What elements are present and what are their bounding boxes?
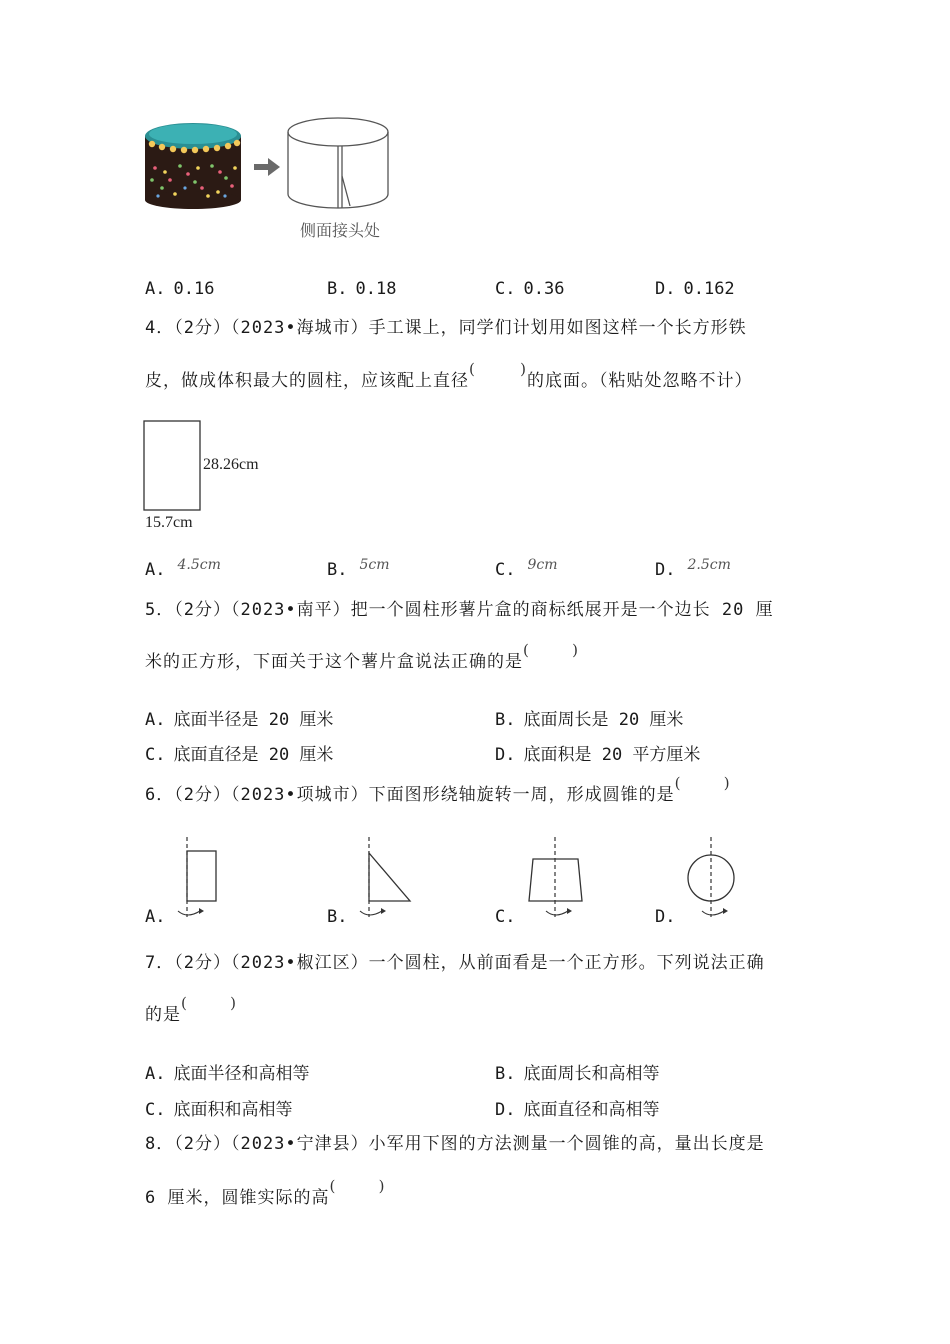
triangle-rotation-figure bbox=[352, 835, 422, 921]
height-label: 28.26cm bbox=[203, 456, 259, 473]
option-letter: D. bbox=[495, 745, 516, 765]
q8-stem-line2 bbox=[145, 1177, 386, 1208]
q7-option-c[interactable] bbox=[145, 1095, 292, 1120]
q7-option-a[interactable] bbox=[145, 1059, 309, 1084]
q3-option-d[interactable] bbox=[655, 279, 735, 299]
rectangle-rotation-figure bbox=[170, 835, 230, 921]
arrow-icon bbox=[254, 158, 280, 176]
option-text: 9cm bbox=[527, 557, 558, 573]
option-text: 0.36 bbox=[523, 279, 565, 299]
option-text: 底面积是 20 平方厘米 bbox=[523, 745, 701, 765]
q7-stem-text: 的是 bbox=[145, 1005, 181, 1025]
option-letter: B. bbox=[495, 710, 516, 730]
q5-option-d[interactable] bbox=[495, 740, 700, 765]
q6-stem-line1 bbox=[145, 774, 731, 805]
option-letter: D. bbox=[655, 560, 676, 580]
q4-option-c[interactable] bbox=[495, 557, 558, 580]
q3-option-b[interactable] bbox=[327, 279, 396, 299]
q5-option-a[interactable] bbox=[145, 705, 333, 730]
q5-option-c[interactable] bbox=[145, 740, 333, 765]
q8-stem-line1: 8．（2分）（2023•宁津县）小军用下图的方法测量一个圆锥的高，量出长度是 bbox=[145, 1134, 765, 1154]
q6-option-b[interactable]: B. bbox=[327, 907, 348, 927]
q4-stem-line1: 4．（2分）（2023•海城市）手工课上，同学们计划用如图这样一个长方形铁 bbox=[145, 318, 747, 338]
q6-stem-text: 6．（2分）（2023•项城市）下面图形绕轴旋转一周，形成圆锥的是 bbox=[145, 785, 675, 805]
seam-caption: 侧面接头处 bbox=[300, 221, 381, 240]
cylinder-shape bbox=[288, 118, 388, 208]
answer-blank[interactable]: ( ) bbox=[523, 641, 579, 659]
option-letter: B. bbox=[327, 560, 348, 580]
option-text: 0.162 bbox=[683, 279, 735, 299]
option-text: 0.16 bbox=[173, 279, 215, 299]
option-letter: B. bbox=[495, 1064, 516, 1084]
q3-option-c[interactable] bbox=[495, 279, 564, 299]
option-letter: B. bbox=[327, 279, 348, 299]
option-letter: D. bbox=[495, 1100, 516, 1120]
option-letter: D. bbox=[655, 279, 676, 299]
option-letter: C. bbox=[145, 1100, 166, 1120]
cake-image bbox=[145, 123, 241, 209]
option-letter: C. bbox=[495, 279, 516, 299]
q4-option-d[interactable] bbox=[655, 557, 731, 580]
q7-stem-line1: 7．（2分）（2023•椒江区）一个圆柱，从前面看是一个正方形。下列说法正确 bbox=[145, 953, 765, 973]
q6-option-a[interactable]: A. bbox=[145, 907, 166, 927]
answer-blank[interactable]: ( ) bbox=[181, 994, 237, 1012]
option-text: 底面积和高相等 bbox=[173, 1100, 293, 1120]
q4-stem-text: 皮，做成体积最大的圆柱，应该配上直径 bbox=[145, 371, 469, 391]
option-text: 底面周长是 20 厘米 bbox=[523, 710, 684, 730]
answer-blank[interactable]: ( ) bbox=[674, 774, 731, 792]
option-letter: A. bbox=[145, 1064, 166, 1084]
rectangle-sheet-figure bbox=[142, 420, 202, 512]
option-text: 0.18 bbox=[355, 279, 397, 299]
option-text: 底面半径和高相等 bbox=[173, 1064, 310, 1084]
option-text: 2.5cm bbox=[687, 557, 731, 573]
option-letter: A. bbox=[145, 560, 166, 580]
q4-option-a[interactable] bbox=[145, 557, 221, 580]
option-text: 底面直径和高相等 bbox=[523, 1100, 660, 1120]
answer-blank[interactable]: ( ) bbox=[329, 1177, 386, 1195]
q8-stem-text: 6 厘米，圆锥实际的高 bbox=[145, 1188, 330, 1208]
q5-stem-text: 米的正方形，下面关于这个薯片盒说法正确的是 bbox=[145, 652, 523, 672]
answer-blank[interactable]: ( ) bbox=[469, 360, 527, 378]
q7-stem-line2 bbox=[145, 994, 237, 1025]
option-letter: C. bbox=[145, 745, 166, 765]
q6-option-c[interactable]: C. bbox=[495, 907, 516, 927]
width-label: 15.7cm bbox=[145, 514, 193, 531]
option-letter: A. bbox=[145, 279, 166, 299]
option-text: 4.5cm bbox=[177, 557, 221, 573]
q7-option-d[interactable] bbox=[495, 1095, 659, 1120]
q4-option-b[interactable] bbox=[327, 557, 390, 580]
q5-stem-line1: 5．（2分）（2023•南平）把一个圆柱形薯片盒的商标纸展开是一个边长 20 厘 bbox=[145, 600, 774, 620]
q4-stem-line2 bbox=[145, 360, 753, 391]
trapezoid-rotation-figure bbox=[520, 835, 590, 921]
option-text: 5cm bbox=[359, 557, 390, 573]
circle-rotation-figure bbox=[676, 835, 746, 921]
q5-stem-line2 bbox=[145, 641, 579, 672]
option-text: 底面直径是 20 厘米 bbox=[173, 745, 334, 765]
q6-option-d[interactable]: D. bbox=[655, 907, 676, 927]
q4-stem-text-end: 的底面。（粘贴处忽略不计） bbox=[527, 371, 753, 391]
option-letter: C. bbox=[495, 560, 516, 580]
option-text: 底面周长和高相等 bbox=[523, 1064, 660, 1084]
option-letter: A. bbox=[145, 710, 166, 730]
q7-option-b[interactable] bbox=[495, 1059, 659, 1084]
option-text: 底面半径是 20 厘米 bbox=[173, 710, 334, 730]
q3-option-a[interactable] bbox=[145, 279, 214, 299]
q5-option-b[interactable] bbox=[495, 705, 683, 730]
